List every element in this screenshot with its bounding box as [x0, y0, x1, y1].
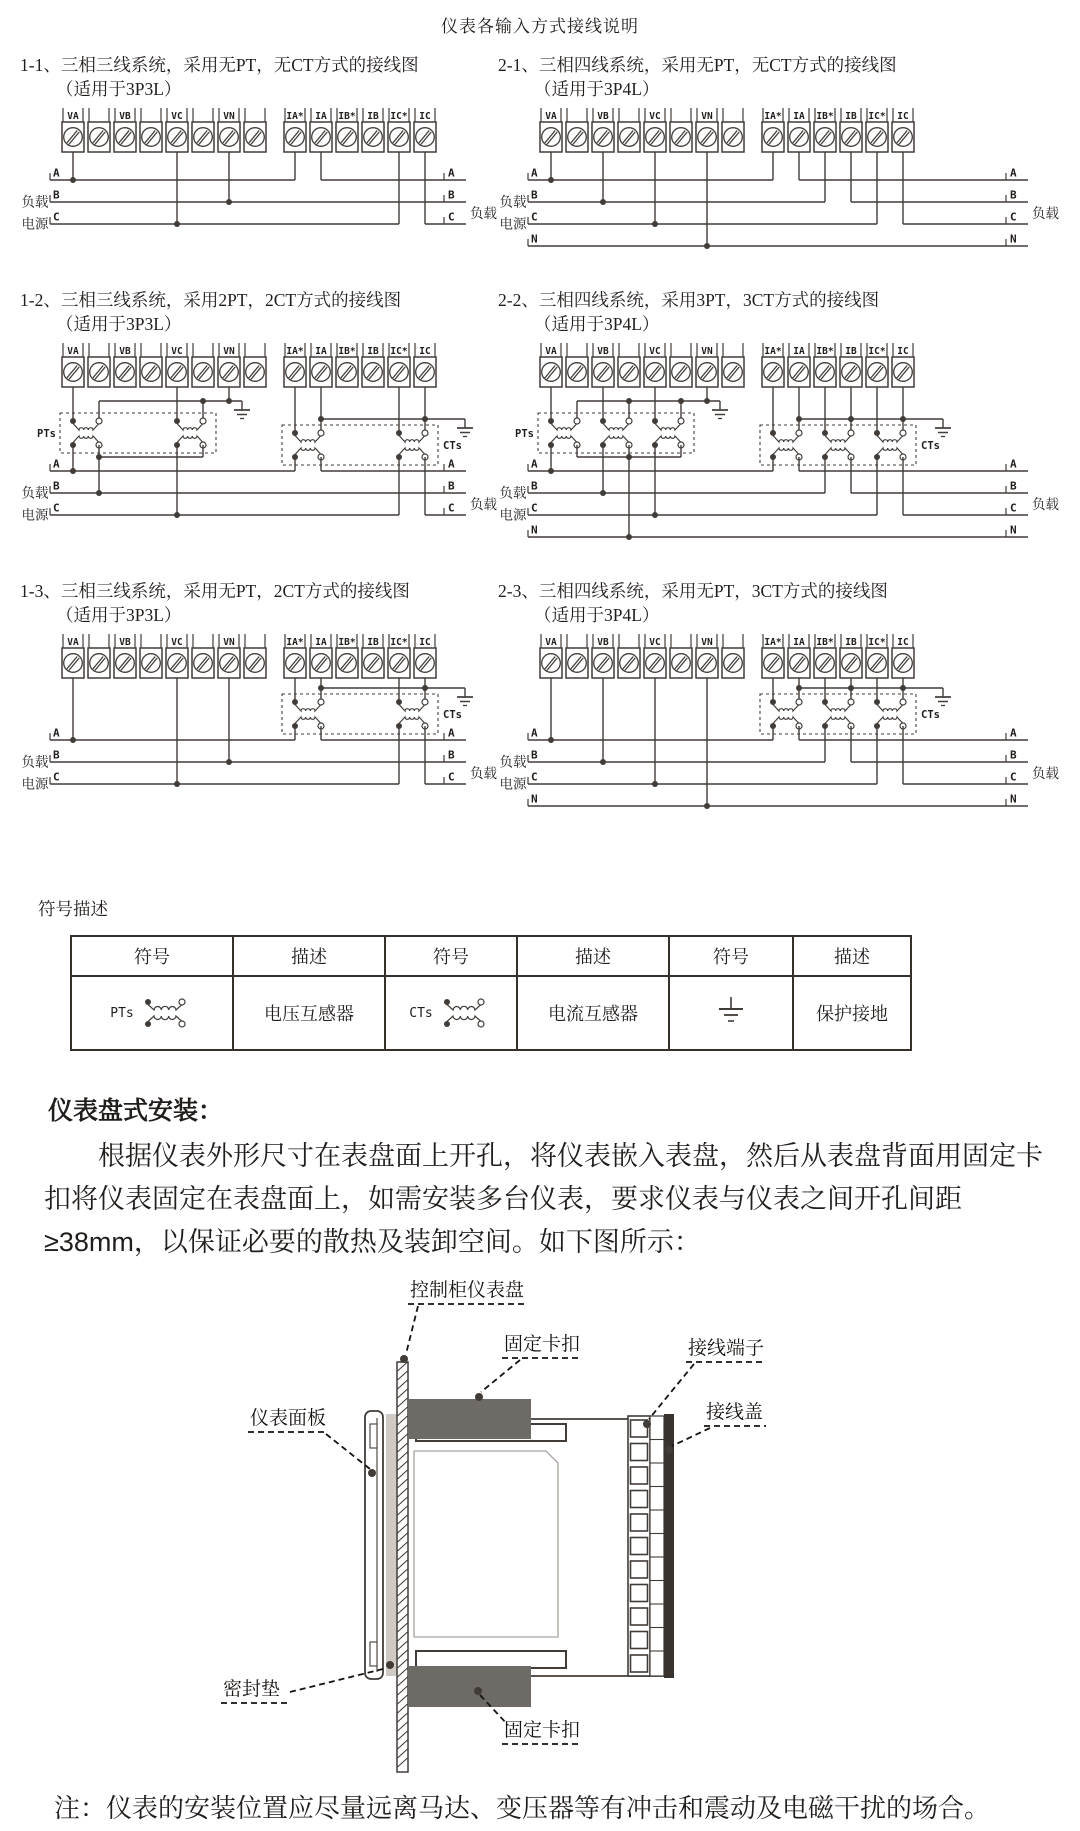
- figure-label-cover: 接线盖: [706, 1402, 764, 1423]
- terminal-label: IA*: [286, 637, 304, 648]
- terminal-label: IA: [793, 111, 805, 122]
- bus-label-left: N: [531, 792, 538, 806]
- load-label: 负载: [470, 206, 497, 221]
- terminal-label: VC: [171, 637, 183, 648]
- ground-icon: [709, 994, 753, 1028]
- bus-label-right: A: [1010, 726, 1017, 740]
- wiring-diagram-2-3: [498, 632, 1064, 824]
- figure-label-gasket: 密封垫: [223, 1679, 281, 1700]
- terminal-label: VN: [223, 346, 235, 357]
- bus-label-right: N: [1010, 232, 1017, 246]
- pt-transformer-icon: [136, 995, 194, 1031]
- terminal-label: VC: [649, 637, 661, 648]
- terminal-label: IC: [419, 346, 431, 357]
- ground-symbol-cell: [669, 976, 793, 1050]
- bus-label-left: C: [53, 210, 60, 224]
- terminal-label: IC*: [390, 346, 408, 357]
- diagram-title: 2-3、三相四线系统，采用无PT，3CT方式的接线图: [498, 581, 888, 601]
- terminal-label: VB: [119, 111, 131, 122]
- terminal-label: IC*: [868, 346, 886, 357]
- symbols-table: [70, 935, 912, 1051]
- bus-label-right: A: [448, 166, 455, 180]
- terminal-label: VB: [119, 637, 131, 648]
- bus-label-left: B: [53, 748, 60, 762]
- terminal-label: VB: [597, 346, 609, 357]
- wiring-diagram-1-3: [20, 632, 502, 802]
- terminal-label: IB*: [338, 637, 356, 648]
- pts-label: PTs: [515, 428, 534, 440]
- load-source-label: 负载: [499, 194, 527, 210]
- diagram-grid: [0, 53, 1080, 848]
- bus-label-left: C: [53, 770, 60, 784]
- terminal-label: IB*: [816, 637, 834, 648]
- cts-label: CTs: [443, 709, 462, 721]
- figure-label-panel: 控制柜仪表盘: [410, 1280, 525, 1301]
- terminal-label: VN: [223, 111, 235, 122]
- diagram-section-2-3: [498, 579, 1080, 824]
- load-source-label: 负载: [499, 754, 527, 770]
- terminal-label: IB*: [816, 111, 834, 122]
- terminal-label: VN: [701, 346, 713, 357]
- terminal-label: IC: [897, 637, 909, 648]
- terminal-label: IC: [419, 111, 431, 122]
- col-header-symbol: 符号: [71, 936, 233, 976]
- pt-symbol-cell: [71, 976, 233, 1050]
- bus-label-right: C: [448, 501, 455, 515]
- bus-label-left: A: [531, 457, 538, 471]
- terminal-label: IC: [897, 346, 909, 357]
- bus-label-left: A: [53, 166, 60, 180]
- terminal-label: IC*: [868, 111, 886, 122]
- load-source-label: 电源: [499, 507, 527, 523]
- load-source-label: 负载: [21, 194, 49, 210]
- figure-label-faceplate: 仪表面板: [250, 1408, 327, 1429]
- bus-label-left: N: [531, 523, 538, 537]
- load-label: 负载: [1032, 497, 1059, 512]
- diagram-subtitle: （适用于3P4L）: [534, 79, 660, 99]
- ct-transformer-icon: [435, 995, 493, 1031]
- bus-label-right: B: [1010, 479, 1017, 493]
- cts-label: CTs: [921, 440, 940, 452]
- terminal-label: IA*: [286, 111, 304, 122]
- terminal-label: VN: [701, 637, 713, 648]
- bus-label-right: C: [1010, 501, 1017, 515]
- diagram-section-1-3: [20, 579, 498, 824]
- terminal-label: VC: [171, 346, 183, 357]
- load-source-label: 负载: [21, 754, 49, 770]
- diagram-subtitle: （适用于3P4L）: [534, 314, 660, 334]
- terminal-label: IA: [793, 346, 805, 357]
- bus-label-left: B: [53, 479, 60, 493]
- diagram-title: 1-3、三相三线系统，采用无PT，2CT方式的接线图: [20, 581, 410, 601]
- terminal-label: VA: [67, 346, 79, 357]
- bottom-note: 注：仪表的安装位置应尽量远离马达、变压器等有冲击和震动及电磁干扰的场合。: [54, 1793, 991, 1823]
- load-label: 负载: [1032, 766, 1059, 781]
- diagram-title: 1-1、三相三线系统，采用无PT，无CT方式的接线图: [20, 55, 419, 75]
- terminal-label: IB: [845, 111, 857, 122]
- ct-symbol-cell: [385, 976, 517, 1050]
- diagram-section-2-2: [498, 288, 1080, 555]
- bus-label-right: B: [448, 479, 455, 493]
- diagram-section-1-2: [20, 288, 498, 555]
- terminal-label: IC*: [390, 637, 408, 648]
- terminal-label: IB: [367, 346, 379, 357]
- load-label: 负载: [470, 497, 497, 512]
- load-source-label: 电源: [21, 776, 49, 792]
- terminal-label: IC: [897, 111, 909, 122]
- pt-desc: 电压互感器: [233, 976, 385, 1050]
- terminal-label: IA: [315, 637, 327, 648]
- diagram-subtitle: （适用于3P3L）: [56, 314, 182, 334]
- load-label: 负载: [1032, 206, 1059, 221]
- bus-label-right: B: [448, 748, 455, 762]
- bus-label-left: B: [531, 479, 538, 493]
- terminal-label: VN: [223, 637, 235, 648]
- bus-label-right: N: [1010, 792, 1017, 806]
- col-header-desc: 描述: [233, 936, 385, 976]
- bus-label-right: B: [448, 188, 455, 202]
- terminal-label: VA: [67, 111, 79, 122]
- terminal-label: IC: [419, 637, 431, 648]
- terminal-label: IA: [315, 111, 327, 122]
- terminal-label: IA: [315, 346, 327, 357]
- terminal-label: VN: [701, 111, 713, 122]
- terminal-label: IB*: [816, 346, 834, 357]
- terminal-label: IA*: [764, 637, 782, 648]
- bus-label-left: A: [53, 726, 60, 740]
- terminal-label: VA: [67, 637, 79, 648]
- bus-label-right: C: [1010, 770, 1017, 784]
- load-source-label: 负载: [499, 485, 527, 501]
- terminal-label: IC*: [868, 637, 886, 648]
- terminal-label: IB*: [338, 346, 356, 357]
- wiring-diagram-2-2: [498, 341, 1064, 555]
- load-label: 负载: [470, 766, 497, 781]
- bus-label-right: B: [1010, 748, 1017, 762]
- wiring-diagram-1-1: [20, 106, 502, 242]
- terminal-label: IA*: [764, 346, 782, 357]
- bus-label-right: A: [448, 457, 455, 471]
- cts-text: CTs: [409, 1005, 433, 1021]
- cts-label: CTs: [921, 709, 940, 721]
- load-source-label: 电源: [21, 216, 49, 232]
- load-source-label: 负载: [21, 485, 49, 501]
- terminal-label: VB: [597, 637, 609, 648]
- terminal-label: IA*: [286, 346, 304, 357]
- symbols-data-row: [71, 976, 911, 1050]
- terminal-label: VC: [649, 111, 661, 122]
- diagram-subtitle: （适用于3P3L）: [56, 79, 182, 99]
- load-source-label: 电源: [499, 216, 527, 232]
- diagram-section-1-1: [20, 53, 498, 264]
- terminal-label: VB: [597, 111, 609, 122]
- bus-label-right: C: [1010, 210, 1017, 224]
- wiring-diagram-1-2: [20, 341, 502, 533]
- installation-heading: 仪表盘式安装：: [48, 1097, 224, 1125]
- bus-label-right: B: [1010, 188, 1017, 202]
- terminal-label: IB: [845, 637, 857, 648]
- installation-figure: [178, 1274, 838, 1774]
- bus-label-left: C: [53, 501, 60, 515]
- bus-label-left: B: [53, 188, 60, 202]
- terminal-label: IB: [367, 111, 379, 122]
- terminal-label: VA: [545, 346, 557, 357]
- wiring-diagram-2-1: [498, 106, 1064, 264]
- bus-label-right: C: [448, 210, 455, 224]
- bus-label-left: C: [531, 770, 538, 784]
- cts-label: CTs: [443, 440, 462, 452]
- terminal-label: VA: [545, 637, 557, 648]
- pts-label: PTs: [37, 428, 56, 440]
- ground-desc: 保护接地: [793, 976, 911, 1050]
- symbols-heading: 符号描述: [38, 899, 108, 919]
- installation-paragraph: 根据仪表外形尺寸在表盘面上开孔，将仪表嵌入表盘，然后从表盘背面用固定卡扣将仪表固定在表盘面上，如需安装多台仪表，要求仪表与仪表之间开孔间距≥38mm，以保证必要的散热及装卸空间。如下图所示：: [44, 1141, 1043, 1257]
- diagram-title: 2-2、三相四线系统，采用3PT，3CT方式的接线图: [498, 290, 880, 310]
- col-header-desc: 描述: [517, 936, 669, 976]
- terminal-label: IB: [367, 637, 379, 648]
- col-header-desc: 描述: [793, 936, 911, 976]
- bus-label-left: A: [53, 457, 60, 471]
- bus-label-left: B: [531, 748, 538, 762]
- bus-label-left: C: [531, 501, 538, 515]
- terminal-label: IA*: [764, 111, 782, 122]
- col-header-symbol: 符号: [669, 936, 793, 976]
- diagram-title: 1-2、三相三线系统，采用2PT，2CT方式的接线图: [20, 290, 402, 310]
- terminal-label: IB: [845, 346, 857, 357]
- col-header-symbol: 符号: [385, 936, 517, 976]
- symbols-header-row: [71, 936, 911, 976]
- diagram-subtitle: （适用于3P3L）: [56, 605, 182, 625]
- terminal-label: VC: [649, 346, 661, 357]
- bus-label-right: A: [1010, 166, 1017, 180]
- bus-label-right: A: [1010, 457, 1017, 471]
- bus-label-right: C: [448, 770, 455, 784]
- ct-desc: 电流互感器: [517, 976, 669, 1050]
- page-title: 仪表各输入方式接线说明: [441, 17, 639, 36]
- terminal-label: VA: [545, 111, 557, 122]
- bus-label-left: C: [531, 210, 538, 224]
- figure-label-clip-top: 固定卡扣: [504, 1334, 581, 1355]
- bus-label-left: A: [531, 726, 538, 740]
- diagram-section-2-1: [498, 53, 1080, 264]
- bus-label-left: N: [531, 232, 538, 246]
- load-source-label: 电源: [499, 776, 527, 792]
- terminal-label: IA: [793, 637, 805, 648]
- diagram-title: 2-1、三相四线系统，采用无PT，无CT方式的接线图: [498, 55, 897, 75]
- terminal-label: IC*: [390, 111, 408, 122]
- diagram-subtitle: （适用于3P4L）: [534, 605, 660, 625]
- bus-label-right: N: [1010, 523, 1017, 537]
- terminal-label: VB: [119, 346, 131, 357]
- bus-label-left: B: [531, 188, 538, 202]
- figure-label-terminals: 接线端子: [688, 1338, 765, 1359]
- terminal-label: IB*: [338, 111, 356, 122]
- bus-label-left: A: [531, 166, 538, 180]
- terminal-label: VC: [171, 111, 183, 122]
- figure-label-clip-bottom: 固定卡扣: [504, 1720, 581, 1741]
- pts-text: PTs: [110, 1005, 134, 1021]
- bus-label-right: A: [448, 726, 455, 740]
- load-source-label: 电源: [21, 507, 49, 523]
